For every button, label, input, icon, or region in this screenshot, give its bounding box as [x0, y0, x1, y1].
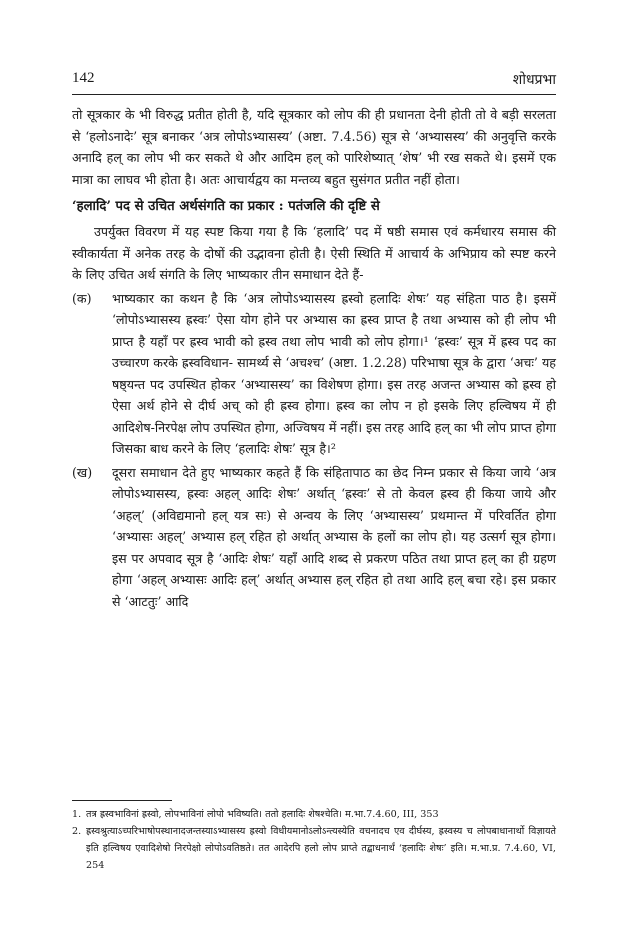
footnote-text: तत्र ह्रस्वभाविनां ह्रस्वो, लोपभाविनां लोपो भविष्यति। ततो हलादिः शेषश्चेति। म.भा.7.4.60, III, 353 — [86, 809, 439, 820]
list-marker: (ख) — [72, 464, 93, 480]
footnote-rule — [72, 800, 172, 801]
header-rule — [72, 94, 556, 95]
paragraph-intro: उपर्युक्त विवरण में यह स्पष्ट किया गया है कि ‘हलादि’ पद में षष्ठी समास एवं कर्मधारय समास की स्वीकार्यता में अनेक तरह के दोषों की उद्भावना होती है। ऐसी स्थिति में आचार्य के अभिप्राय को स्पष्ट करने के लिए उचित अर्थ संगति के लिए भाष्यकार तीन समाधान देते हैं- — [72, 224, 556, 282]
page-number: 142 — [72, 70, 95, 86]
running-title: शोधप्रभा — [512, 72, 556, 88]
footnote-number: 2. — [72, 826, 82, 837]
footnote — [72, 823, 556, 874]
list-marker: (क) — [72, 290, 92, 306]
paragraph-continued: तो सूत्रकार के भी विरुद्ध प्रतीत होती है, यदि सूत्रकार को लोप की ही प्रधानता देनी होती तो वे बड़ी सरलता से ‘हलोऽनादेः’ सूत्र बनाकर ‘अत्र लोपोऽभ्यासस्य’ (अष्टा. 7.4.56) सूत्र से ‘अभ्यासस्य’ की अनुवृत्ति करके अनादि हल् का लोप भी कर सकते थे और आदिम हल् को पारिशेष्यात् ‘शेष’ भी रख सकते थे। इसमें एक मात्रा का लाघव भी होता है। अतः आचार्यद्वय का मन्तव्य बहुत सुसंगत प्रतीत नहीं होता। — [72, 107, 556, 187]
footnote-text: ह्रस्वश्रुत्याऽच्परिभाषोपस्थानादजन्तस्याऽभ्यासस्य ह्रस्वो विधीयमानोऽलोऽन्त्यस्येति वचनादच एव दीर्घस्य, ह्रस्वस्य च लोपबाधानार्थो विज्ञायते इति हल्विषय एवादिशेषो निरपेक्षो लोपोऽवतिष्ठते। तत आदेरपि हलो लोप प्राप्ते तद्बाधनार्थं ‘हलादिः शेषः’ इति। म.भा.प्र. 7.4.60, VI, 254 — [86, 826, 556, 871]
footnote — [72, 806, 556, 823]
book-page — [72, 0, 556, 950]
section-heading: ‘हलादि’ पद से उचित अर्थसंगति का प्रकार : पतंजलि की दृष्टि से — [72, 199, 380, 214]
list-item-text: दूसरा समाधान देते हुए भाष्यकार कहते हैं कि संहितापाठ का छेद निम्न प्रकार से किया जाये ‘अत्र लोपोऽभ्यासस्य, ह्रस्वः अहल् आदिः शेषः’ अर्थात् ‘ह्रस्वः’ से तो केवल ह्रस्व ही किया जाये और ‘अहल्’ (अविद्यमानो हल् यत्र सः) से अन्वय के लिए ‘अभ्यासस्य’ प्रथमान्त में परिवर्तित होगा ‘अभ्यासः अहल्’ अभ्यास हल् रहित हो अर्थात् अभ्यास के हलों का लोप हो। यह उत्सर्ग सूत्र होगा। इस पर अपवाद सूत्र है ‘आदिः शेषः’ यहाँ आदि शब्द से प्रकरण पठित तथा प्राप्त हल् का ही ग्रहण होगा ‘अहल् अभ्यासः आदिः हल्’ अर्थात् अभ्यास हल् रहित हो तथा आदि हल् बचा रहे। इस प्रकार से ‘आटतुः’ आदि — [112, 464, 556, 609]
main-text — [72, 104, 556, 612]
list-item — [72, 288, 556, 460]
list-item-text: भाष्यकार का कथन है कि ‘अत्र लोपोऽभ्यासस्य ह्रस्वो हलादिः शेषः’ यह संहिता पाठ है। इसमें ‘लोपोऽभ्यासस्य ह्रस्वः’ ऐसा योग होने पर अभ्यास का ह्रस्व प्राप्त है तथा अभ्यास को ही लोप भी प्राप्त है यहाँ पर ह्रस्व भावी को ह्रस्व तथा लोप भावी को लोप होगा।¹ ‘ह्रस्वः’ सूत्र में ह्रस्व पद का उच्चारण करके ह्रस्वविधान- सामर्थ्य से ‘अचश्च’ (अष्टा. 1.2.28) परिभाषा सूत्र के द्वारा ‘अचः’ यह षष्ठ्यन्त पद उपस्थित होकर ‘अभ्यासस्य’ का विशेषण होगा। इस तरह अजन्त अभ्यास को ह्रस्व हो ऐसा अर्थ होने से दीर्घ अच् को ही ह्रस्व होगा। ह्रस्व का लोप न हो इसके लिए हल्विषय में ही आदिशेष-निरपेक्ष लोप उपस्थित होगा, अज्विषय में नहीं। इस तरह आदि हल् का भी लोप प्राप्त होगा जिसका बाध करने के लिए ‘हलादिः शेषः’ सूत्र है।² — [112, 290, 556, 456]
footnote-number: 1. — [72, 809, 82, 820]
list-item — [72, 462, 556, 613]
page-header — [72, 70, 556, 96]
footnotes — [72, 806, 556, 874]
